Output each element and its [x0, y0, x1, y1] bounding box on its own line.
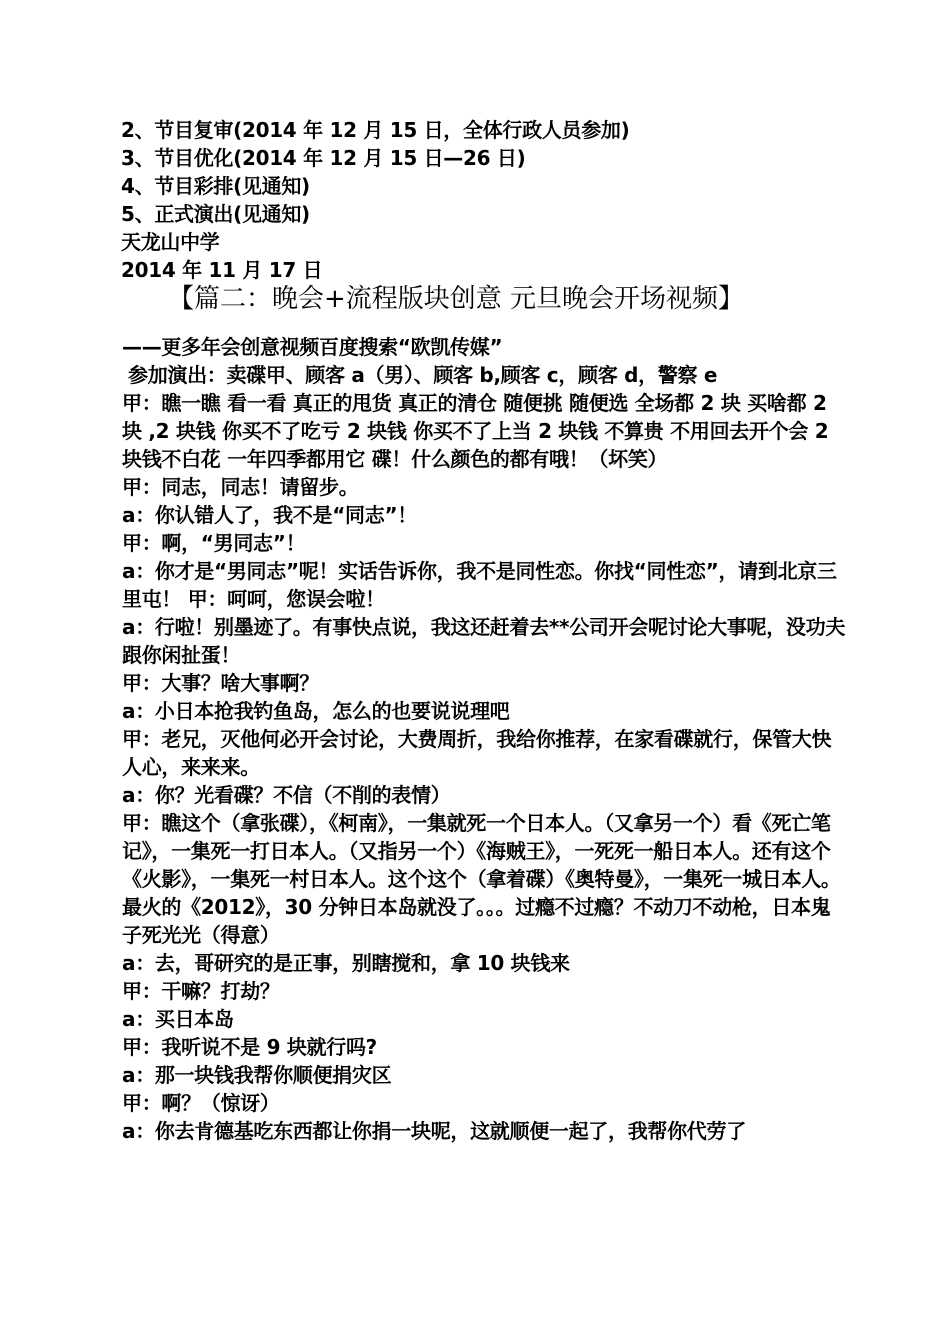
schedule-item-4: 4、节目彩排(见通知)	[121, 174, 310, 198]
dialogue-line: 甲：啊？（惊讶）	[122, 1091, 280, 1115]
dialogue-line: a：行啦！别墨迹了。有事快点说，我这还赶着去**公司开会呢讨论大事呢，没功夫跟你闲扯蛋！	[122, 615, 846, 667]
dialogue-line: a：小日本抢我钓鱼岛，怎么的也要说说理吧	[122, 699, 510, 723]
section-title: 【篇二：晚会+流程版块创意 元旦晚会开场视频】	[168, 284, 745, 314]
document-date: 2014 年 11 月 17 日	[121, 258, 323, 282]
dialogue-line: 甲：啊，“男同志”！	[122, 531, 306, 555]
dialogue-line: 甲：瞧这个（拿张碟），《柯南》，一集就死一个日本人。（又拿另一个）看《死亡笔记》，一集死一打日本人。（又指另一个）《海贼王》，一死死一船日本人。还有这个《火影》，一集死一村日本人。这个这个（拿着碟）《奥特曼》，一集死一城日本人。最火的《2012》，30 分钟日本岛就没了。。。过瘾不过瘾？不动刀不动枪，日本鬼子死光光（得意）	[122, 811, 841, 947]
schedule-list	[121, 116, 851, 284]
intro-line: ——更多年会创意视频百度搜索“欧凯传媒”	[122, 335, 503, 359]
dialogue-line: a：你才是“男同志”呢！实话告诉你，我不是同性恋。你找“同性恋”，请到北京三里屯！ 甲：呵呵，您误会啦！	[122, 559, 837, 611]
dialogue-line: a：你去肯德基吃东西都让你捐一块呢，这就顺便一起了，我帮你代劳了	[122, 1119, 746, 1143]
script-body	[116, 333, 846, 1145]
schedule-item-5: 5、正式演出(见通知)	[121, 202, 310, 226]
dialogue-line: a：你？光看碟？不信（不削的表情）	[122, 783, 451, 807]
dialogue-line: a：那一块钱我帮你顺便捐灾区	[122, 1063, 392, 1087]
dialogue-line: 甲：瞧一瞧 看一看 真正的甩货 真正的清仓 随便挑 随便选 全场都 2 块 买啥都 2 块 ,2 块钱 你买不了吃亏 2 块钱 你买不了上当 2 块钱 不算贵 不用回去开个会 2 块钱不白花 一年四季都用它 碟！什么颜色的都有哦！（坏笑）	[122, 391, 829, 471]
dialogue-line: 甲：干嘛？打劫？	[122, 979, 280, 1003]
dialogue-line: a：买日本岛	[122, 1007, 234, 1031]
dialogue-line: a：去，哥研究的是正事，别瞎搅和，拿 10 块钱来	[122, 951, 570, 975]
dialogue-line: 甲：老兄，灭他何必开会讨论，大费周折，我给你推荐，在家看碟就行，保管大快人心，来来来。	[122, 727, 832, 779]
dialogue-line: 甲：我听说不是 9 块就行吗?	[122, 1035, 377, 1059]
school-name: 天龙山中学	[121, 230, 220, 254]
schedule-item-2: 2、节目复审(2014 年 12 月 15 日，全体行政人员参加)	[121, 118, 630, 142]
cast-line: 参加演出：卖碟甲、顾客 a（男）、顾客 b,顾客 c，顾客 d，警察 e	[128, 363, 718, 387]
schedule-item-3: 3、节目优化(2014 年 12 月 15 日—26 日)	[121, 146, 526, 170]
dialogue-line: 甲：同志，同志！请留步。	[122, 475, 359, 499]
dialogue-line: 甲：大事？啥大事啊？	[122, 671, 319, 695]
dialogue-line: a：你认错人了，我不是“同志”！	[122, 503, 417, 527]
